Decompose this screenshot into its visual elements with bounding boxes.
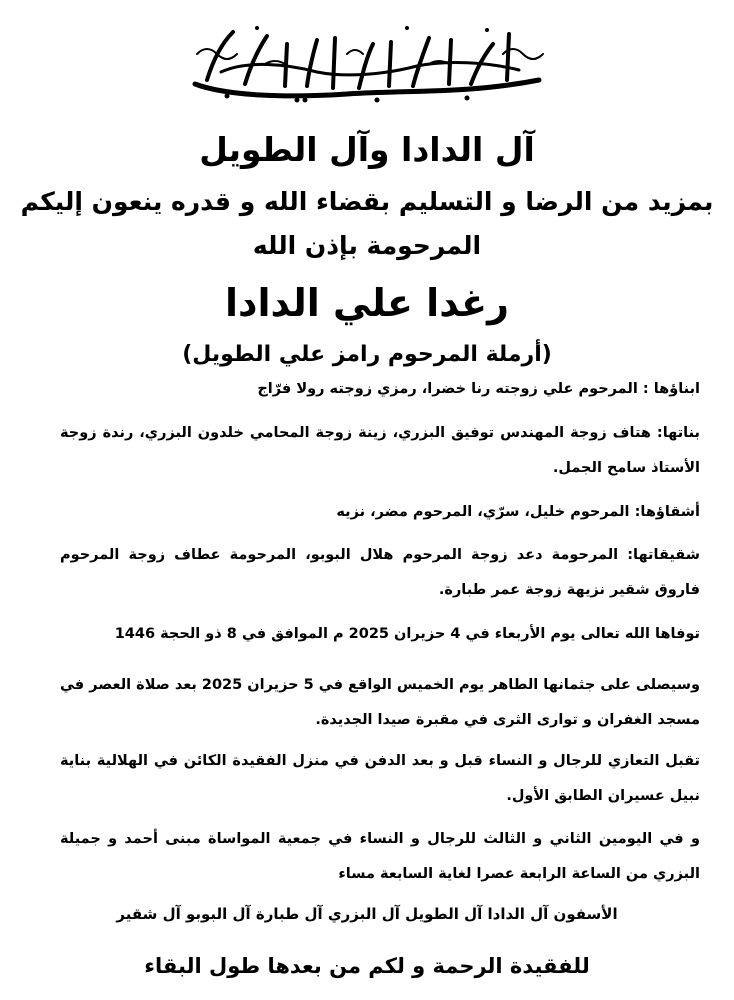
closing-line: للفقيدة الرحمة و لكم من بعدها طول البقاء <box>144 954 590 978</box>
deceased-prefix: المرحومة بإذن الله <box>252 231 482 260</box>
deceased-name: رغدا علي الدادا <box>225 281 509 325</box>
daughters-paragraph: بناتها: هتاف زوجة المهندس توفيق البزري، زينة زوجة المحامي خلدون البزري، رندة زوجة الأستاذ سامح الجمل. <box>60 425 700 476</box>
mourners-line: الأسفون آل الدادا آل الطويل آل البزري آل طبارة آل البوبو آل شقير <box>116 905 618 923</box>
intro-line: بمزيد من الرضا و التسليم بقضاء الله و قدره ينعون إليكم <box>20 187 714 216</box>
condolences-home-paragraph: تقبل التعازي للرجال و النساء قبل و بعد الدفن في منزل الفقيدة الكائن في الهلالية بناية نبيل عسيران الطابق الأول. <box>60 753 700 804</box>
widow-of-line: (أرملة المرحوم رامز علي الطويل) <box>182 342 552 367</box>
sons-paragraph: ابناؤها : المرحوم علي زوجته رنا خضرا، رمزي زوجته رولا فرّاج <box>257 381 700 397</box>
condolences-association-paragraph: و في اليومين الثاني و الثالث للرجال و النساء في جمعية المواساة مبنى أحمد و جميلة البزري من الساعة الرابعة عصرا لغاية السابعة مساء <box>60 831 700 882</box>
calligraphy-ornament-icon <box>167 14 567 106</box>
funeral-prayer-paragraph: وسيصلى على جثمانها الطاهر يوم الخميس الواقع في 5 حزيران 2025 بعد صلاة العصر في مسجد الغفران و توارى الثرى في مقبرة صيدا الجديدة. <box>60 677 700 728</box>
calligraphy-header <box>167 14 567 106</box>
brothers-paragraph: أشقاؤها: المرحوم خليل، سرّي، المرحوم مضر، نزيه <box>336 504 700 520</box>
families-heading: آل الدادا وآل الطويل <box>199 130 535 169</box>
death-date-paragraph: توفاها الله تعالى يوم الأربعاء في 4 حزيران 2025 م الموافق في 8 ذو الحجة 1446 <box>114 626 700 642</box>
sisters-paragraph: شقيقاتها: المرحومة دعد زوجة المرحوم هلال البوبو، المرحومة عطاف زوجة المرحوم فاروق شقير نزيهة زوجة عمر طبارة. <box>60 547 700 598</box>
